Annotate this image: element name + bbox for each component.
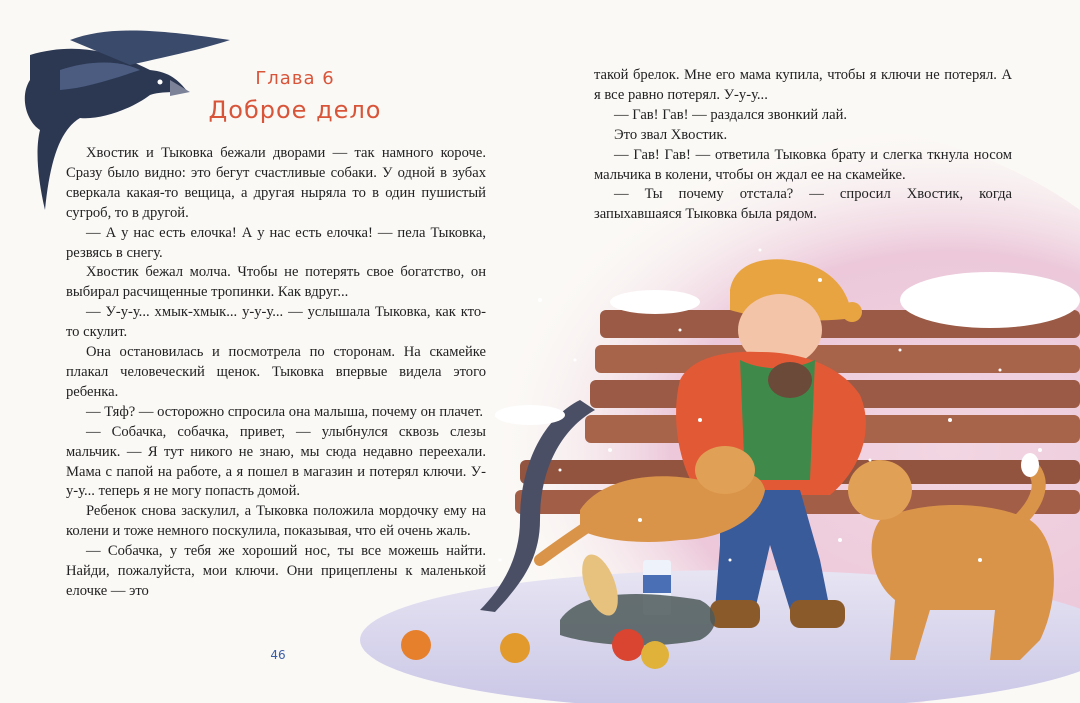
paragraph: Она остановилась и посмотрела по сторонам. На скамейке плакал человеческий щенок. Тыковка впервые видела этого ребенка.	[66, 344, 486, 400]
page-number: 46	[270, 648, 286, 662]
paragraph: — А у нас есть елочка! А у нас есть елочка! — пела Тыковка, резвясь в снегу.	[66, 224, 486, 261]
chapter-title: Доброе дело	[208, 96, 382, 124]
paragraph: Хвостик и Тыковка бежали дворами — так намного короче. Сразу было видно: это бегут счастливые собаки. У одной в зубах сверкала какая-то вещица, а другая ныряла то в один пушистый сугроб, то в другой.	[66, 145, 486, 221]
left-text-column	[66, 144, 486, 602]
paragraph: — Собачка, собачка, привет, — улыбнулся сквозь слезы мальчик. — Я тут никого не знаю, мы сюда недавно переехали. Мама с папой на работе, а я пошел в магазин и потерял ключи. У-у-у... теперь я не могу попасть домой.	[66, 423, 486, 500]
paragraph: — У-у-у... хмык-хмык... у-у-у... — услышала Тыковка, как кто-то скулит.	[66, 304, 486, 341]
paragraph: — Гав! Гав! — раздался звонкий лай.	[614, 106, 848, 123]
paragraph: Ребенок снова заскулил, а Тыковка положила мордочку ему на колени и тоже немного поскулила, показывая, что ей очень жаль.	[66, 503, 486, 540]
paragraph: — Тяф? — осторожно спросила она малыша, почему он плачет.	[86, 403, 484, 420]
paragraph: Хвостик бежал молча. Чтобы не потерять свое богатство, он выбирал расчищенные тропинки. Как вдруг...	[66, 264, 486, 301]
paragraph: такой брелок. Мне его мама купила, чтобы я ключи не потерял. А я все равно потерял. У-у-у...	[594, 67, 1012, 103]
right-text-column	[594, 66, 1012, 225]
paragraph: Это звал Хвостик.	[614, 126, 728, 143]
chapter-label: Глава 6	[255, 68, 335, 89]
paragraph: — Собачка, у тебя же хороший нос, ты все можешь найти. Найди, пожалуйста, мои ключи. Они прицеплены к маленькой елочке — это	[66, 543, 486, 599]
paragraph: — Гав! Гав! — ответила Тыковка брату и слегка ткнула носом мальчика в колени, чтобы он ждал ее на скамейке.	[594, 146, 1012, 183]
paragraph: — Ты почему отстала? — спросил Хвостик, когда запыхавшаяся Тыковка была рядом.	[594, 186, 1012, 223]
